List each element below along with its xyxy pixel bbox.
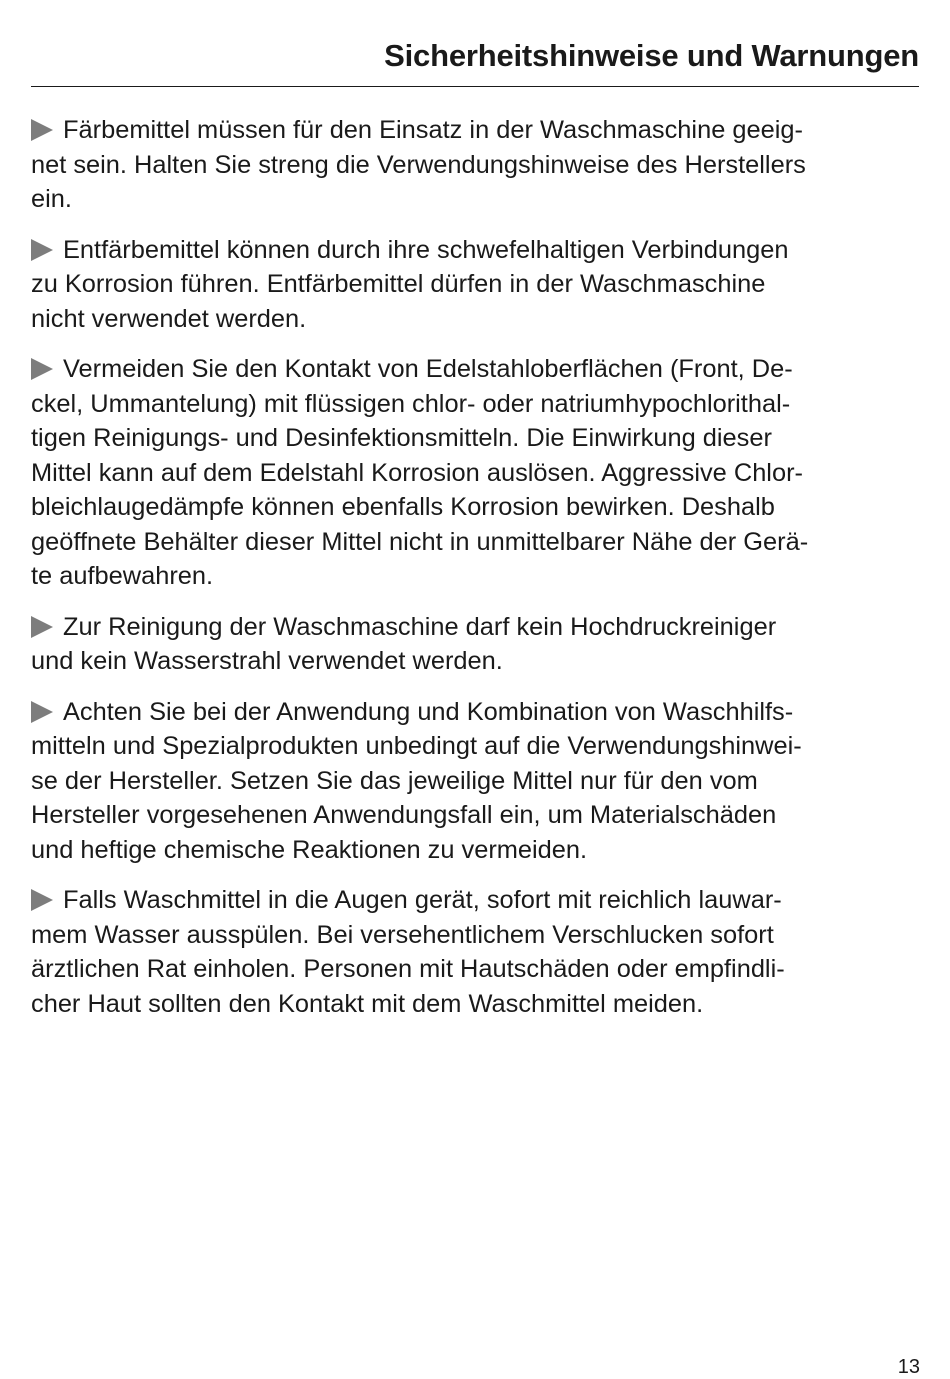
triangle-bullet-icon (31, 616, 53, 638)
page-number: 13 (897, 1356, 920, 1378)
triangle-bullet-icon (31, 239, 53, 261)
warning-text-line: se der Hersteller. Setzen Sie das jeweilige Mittel nur für den vom (31, 766, 758, 795)
warning-text-line: Färbemittel müssen für den Einsatz in der Waschmaschine geeig- (63, 116, 803, 144)
triangle-bullet-icon (31, 889, 53, 911)
warning-item (31, 610, 921, 679)
warning-text-line: Entfärbemittel können durch ihre schwefelhaltigen Verbindungen (63, 235, 789, 264)
warning-text-line: zu Korrosion führen. Entfärbemittel dürfen in der Waschmaschine (31, 270, 766, 298)
warning-item (31, 883, 921, 1021)
warning-text-line: Falls Waschmittel in die Augen gerät, sofort mit reichlich lauwar- (63, 886, 782, 914)
page-title: Sicherheitshinweise und Warnungen (384, 38, 919, 73)
warning-text-line: Hersteller vorgesehenen Anwendungsfall ein, um Materialschäden (31, 801, 777, 829)
warning-item (31, 233, 921, 337)
warning-text-line: und heftige chemische Reaktionen zu vermeiden. (31, 835, 588, 864)
warning-text-line: bleichlaugedämpfe können ebenfalls Korrosion bewirken. Deshalb (31, 493, 775, 521)
warning-text-line: te aufbewahren. (31, 562, 214, 590)
warning-text-line: cher Haut sollten den Kontakt mit dem Waschmittel meiden. (31, 989, 704, 1018)
warning-item (31, 695, 921, 868)
warning-list (31, 113, 921, 1037)
warning-item (31, 352, 921, 594)
warning-text-line: net sein. Halten Sie streng die Verwendungshinweise des Herstellers (31, 150, 806, 179)
triangle-bullet-icon (31, 119, 53, 141)
warning-text-line: Vermeiden Sie den Kontakt von Edelstahloberflächen (Front, De- (63, 355, 793, 383)
warning-text-line: tigen Reinigungs- und Desinfektionsmitteln. Die Einwirkung dieser (31, 424, 772, 452)
page-header (31, 38, 919, 87)
warning-text-line: Zur Reinigung der Waschmaschine darf kein Hochdruckreiniger (63, 612, 777, 641)
warning-text-line: ckel, Ummantelung) mit flüssigen chlor- oder natriumhypochlorithal- (31, 389, 791, 418)
warning-text-line: nicht verwendet werden. (31, 304, 307, 333)
warning-text-line: ein. (31, 185, 72, 213)
triangle-bullet-icon (31, 701, 53, 723)
warning-text-line: mitteln und Spezialprodukten unbedingt auf die Verwendungshinwei- (31, 732, 802, 760)
triangle-bullet-icon (31, 358, 53, 380)
warning-text-line: mem Wasser ausspülen. Bei versehentlichem Verschlucken sofort (31, 920, 774, 949)
warning-text-line: Achten Sie bei der Anwendung und Kombination von Waschhilfs- (63, 697, 794, 726)
warning-text-line: Mittel kann auf dem Edelstahl Korrosion auslösen. Aggressive Chlor- (31, 458, 803, 487)
warning-text-line: und kein Wasserstrahl verwendet werden. (31, 647, 503, 675)
warning-text-line: geöffnete Behälter dieser Mittel nicht in unmittelbarer Nähe der Gerä- (31, 527, 809, 556)
warning-text-line: ärztlichen Rat einholen. Personen mit Hautschäden oder empfindli- (31, 955, 785, 983)
warning-item (31, 113, 921, 217)
